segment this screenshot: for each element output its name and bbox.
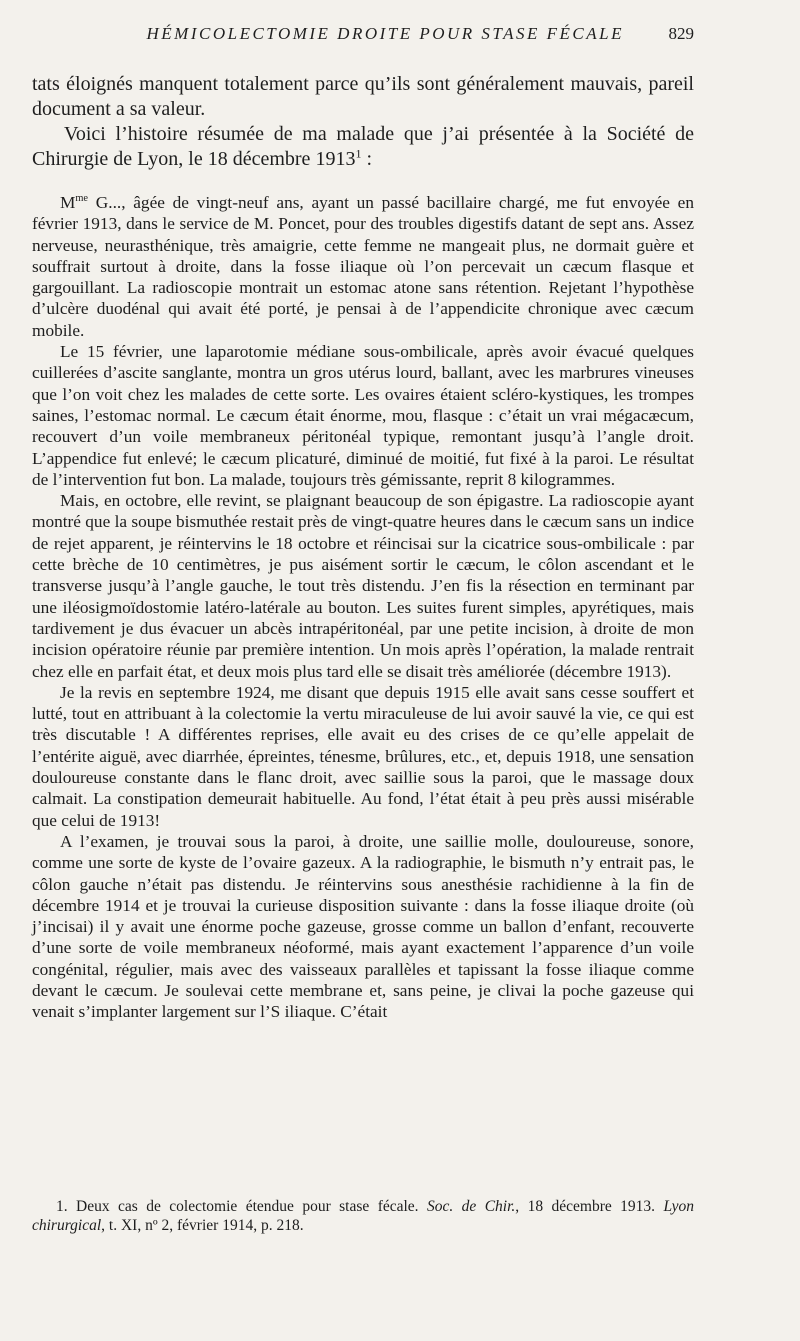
lead-paragraph-1: tats éloignés manquent totalement parce qu’ils sont généralement mauvais, pareil document a sa valeur. bbox=[32, 73, 694, 120]
running-header bbox=[32, 24, 694, 52]
case-title-sup: me bbox=[75, 193, 89, 205]
lead-paragraph-2-text: Voici l’histoire résumée de ma malade que j’ai présentée à la Société de Chirurgie de Lyon, le 18 décembre 1913 bbox=[32, 123, 694, 170]
footnote-ref: 1 bbox=[355, 146, 362, 161]
lead-paragraph-2-end: : bbox=[361, 148, 372, 170]
page bbox=[32, 24, 694, 1023]
footnote-text-c: , t. XI, nº 2, février 1914, p. 218. bbox=[101, 1217, 304, 1234]
body-paragraph-3: Je la revis en septembre 1924, me disant que depuis 1915 elle avait sans cesse souffert et lutté, tout en attribuant à la colectomie la vertu miraculeuse de lui avoir sauvé la vie, ce qui est très discutable ! A différentes reprises, elle avait eu des crises de ce qu’elle appelait de l’entérite aiguë, avec diarrhée, épreintes, ténesme, brûlures, etc., et, depuis 1918, une sensation douloureuse constante dans le flanc droit, avec saillie sous la paroi, que le massage doux calmait. La constipation demeurait habituelle. Au fond, l’état était à peu près aussi misérable que celui de 1913! bbox=[32, 682, 694, 830]
footnote-text-b: , 18 décembre 1913. bbox=[515, 1198, 664, 1215]
case-intro-paragraph bbox=[32, 192, 694, 341]
case-title: M bbox=[60, 193, 76, 212]
footnote-paragraph bbox=[32, 1197, 694, 1235]
footnote-text-a: Deux cas de colectomie étendue pour stase fécale. bbox=[67, 1198, 427, 1215]
page-number: 829 bbox=[668, 24, 694, 43]
footnote-journal-a: Soc. de Chir. bbox=[426, 1198, 516, 1215]
body-paragraph-4: A l’examen, je trouvai sous la paroi, à droite, une saillie molle, douloureuse, sonore, comme une sorte de kyste de l’ovaire gazeux. A la radiographie, le bismuth n’y entrait pas, le côlon gauche n’était pas distendu. Je réintervins sous anesthésie rachidienne à la fin de décembre 1914 et je trouvai la curieuse disposition suivante : dans la fosse iliaque droite (où j’incisai) il y avait une énorme poche gazeuse, grosse comme un ballon d’enfant, recouverte d’une sorte de voile membraneux néoformé, mais ayant exactement l’apparence d’un voile congénital, régulier, mais avec des vaisseaux parallèles et tapissant la fosse iliaque comme devant le cæcum. Je soulevai cette membrane et, sans peine, je clivai la poche gazeuse qui venait s’implanter largement sur l’S iliaque. C’était bbox=[32, 831, 694, 1022]
running-title: HÉMICOLECTOMIE DROITE POUR STASE FÉCALE bbox=[146, 24, 624, 43]
footnote-number: 1. bbox=[56, 1198, 68, 1215]
footnote bbox=[32, 1197, 694, 1235]
lead-text bbox=[32, 72, 694, 172]
footnote-journal-b: Lyon chirurgical bbox=[32, 1198, 695, 1234]
body-paragraph-2: Mais, en octobre, elle revint, se plaignant beaucoup de son épigastre. La radioscopie ayant montré que la soupe bismuthée restait près de vingt-quatre heures dans le cæcum sans un indice de rejet apparent, je réintervins le 18 octobre et réincisai sur la cicatrice sous-ombilicale : par cette brèche de 10 centimètres, je pus aisément sortir le cæcum, le côlon ascendant et le transverse jusqu’à l’angle gauche, le tout très distendu. J’en fis la résection en terminant par une iléosigmoïdostomie latéro-latérale au bouton. Les suites furent simples, apyrétiques, mais tardivement je dus évacuer un abcès intrapéritonéal, par une petite incision, à droite de mon incision opératoire réunie par première intention. Un mois après l’opération, la malade rentrait chez elle en parfait état, et deux mois plus tard elle se disait très améliorée (décembre 1913). bbox=[32, 491, 694, 681]
case-intro-text: G..., âgée de vingt-neuf ans, ayant un passé bacillaire chargé, me fut envoyée en février 1913, dans le service de M. Poncet, pour des troubles digestifs datant de sept ans. Assez nerveuse, neurasthénique, très amaigrie, cette femme ne mangeait plus, ne dormait guère et souffrait surtout à droite, dans la fosse iliaque où l’on percevait un cæcum flasque et gargouillant. La radioscopie montrait un estomac atone sans rétention. Rejetant l’hypothèse d’ulcère duodénal qui avait été porté, je pensai à de l’appendicite chronique avec cæcum mobile. bbox=[32, 193, 694, 340]
lead-paragraph-2 bbox=[32, 122, 694, 172]
body-paragraph-1: Le 15 février, une laparotomie médiane sous-ombilicale, après avoir évacué quelques cuillerées d’ascite sanglante, montra un gros utérus lourd, ballant, avec les marbrures vineuses que l’on voit chez les malades de cette sorte. Les ovaires étaient scléro-kystiques, les trompes saines, l’estomac normal. Le cæcum était énorme, mou, flasque : c’était un vrai mégacæcum, recouvert d’un voile membraneux péritonéal typique, remontant jusqu’à l’angle droit. L’appendice fut enlevé; le cæcum plicaturé, diminué de moitié, fut fixé à la paroi. Le résultat de l’intervention fut bon. La malade, toujours très gémissante, reprit 8 kilogrammes. bbox=[32, 342, 694, 489]
case-report bbox=[32, 192, 694, 1023]
